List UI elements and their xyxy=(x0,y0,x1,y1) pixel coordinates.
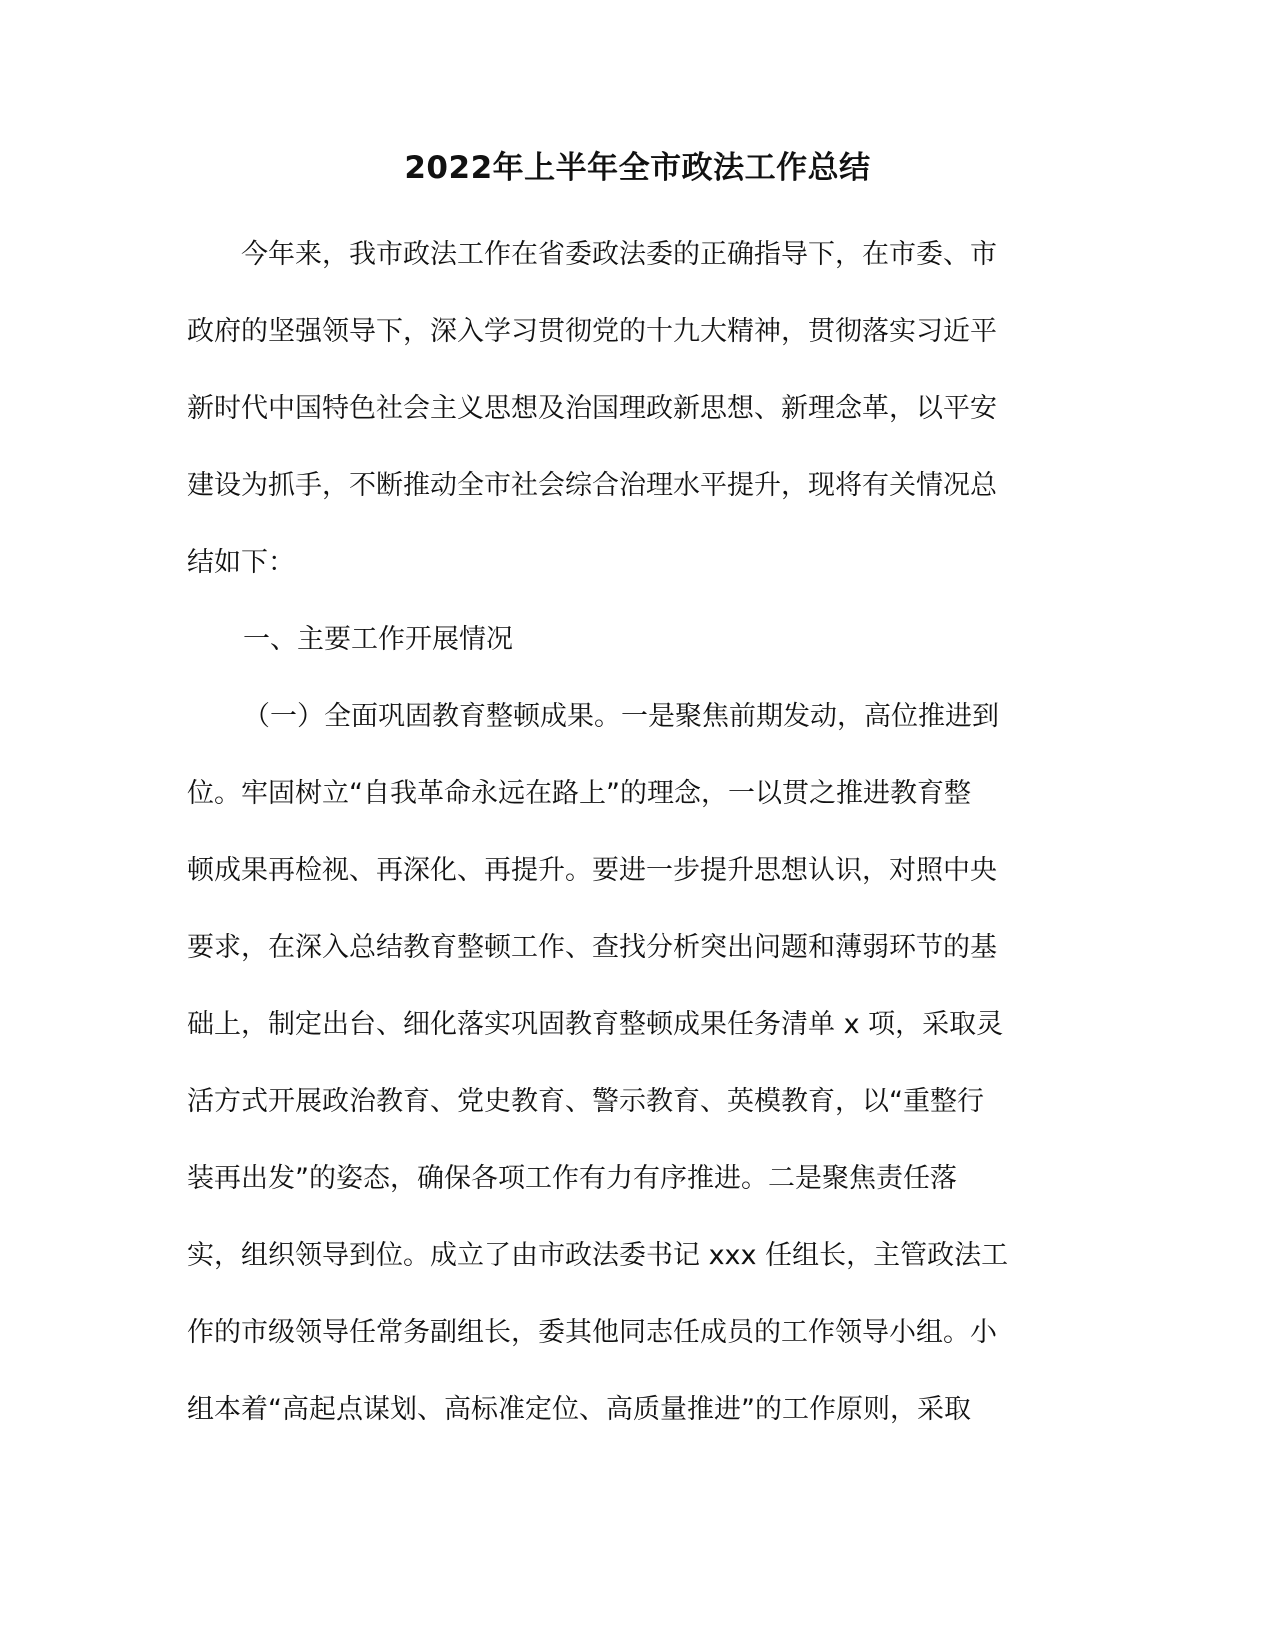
paragraph-line: 位。牢固树立“自我革命永远在路上”的理念，一以贯之推进教育整 xyxy=(187,778,971,809)
paragraph-line: 组本着“高起点谋划、高标准定位、高质量推进”的工作原则，采取 xyxy=(187,1394,971,1425)
section-heading: 一、主要工作开展情况 xyxy=(243,624,513,655)
document-title: 2022年上半年全市政法工作总结 xyxy=(404,150,871,186)
paragraph-line: 政府的坚强领导下，深入学习贯彻党的十九大精神，贯彻落实习近平 xyxy=(187,316,997,347)
paragraph-line: 新时代中国特色社会主义思想及治国理政新思想、新理念革，以平安 xyxy=(187,393,997,424)
paragraph-line: 要求，在深入总结教育整顿工作、查找分析突出问题和薄弱环节的基 xyxy=(187,932,997,963)
paragraph-line: 顿成果再检视、再深化、再提升。要进一步提升思想认识，对照中央 xyxy=(187,855,997,886)
paragraph-line: 础上，制定出台、细化落实巩固教育整顿成果任务清单 x 项，采取灵 xyxy=(187,1009,1004,1040)
paragraph-line: 建设为抓手，不断推动全市社会综合治理水平提升，现将有关情况总 xyxy=(187,470,997,501)
paragraph-line: 作的市级领导任常务副组长，委其他同志任成员的工作领导小组。小 xyxy=(187,1317,997,1348)
document-body xyxy=(187,216,1067,1448)
paragraph-line: （一）全面巩固教育整顿成果。一是聚焦前期发动，高位推进到 xyxy=(243,701,999,732)
paragraph-line: 结如下： xyxy=(187,547,295,578)
paragraph-line: 装再出发”的姿态，确保各项工作有力有序推进。二是聚焦责任落 xyxy=(187,1163,957,1194)
paragraph-line: 实，组织领导到位。成立了由市政法委书记 xxx 任组长，主管政法工 xyxy=(187,1240,1009,1271)
paragraph-line: 活方式开展政治教育、党史教育、警示教育、英模教育，以“重整行 xyxy=(187,1086,984,1117)
paragraph-line: 今年来，我市政法工作在省委政法委的正确指导下，在市委、市 xyxy=(241,239,997,270)
